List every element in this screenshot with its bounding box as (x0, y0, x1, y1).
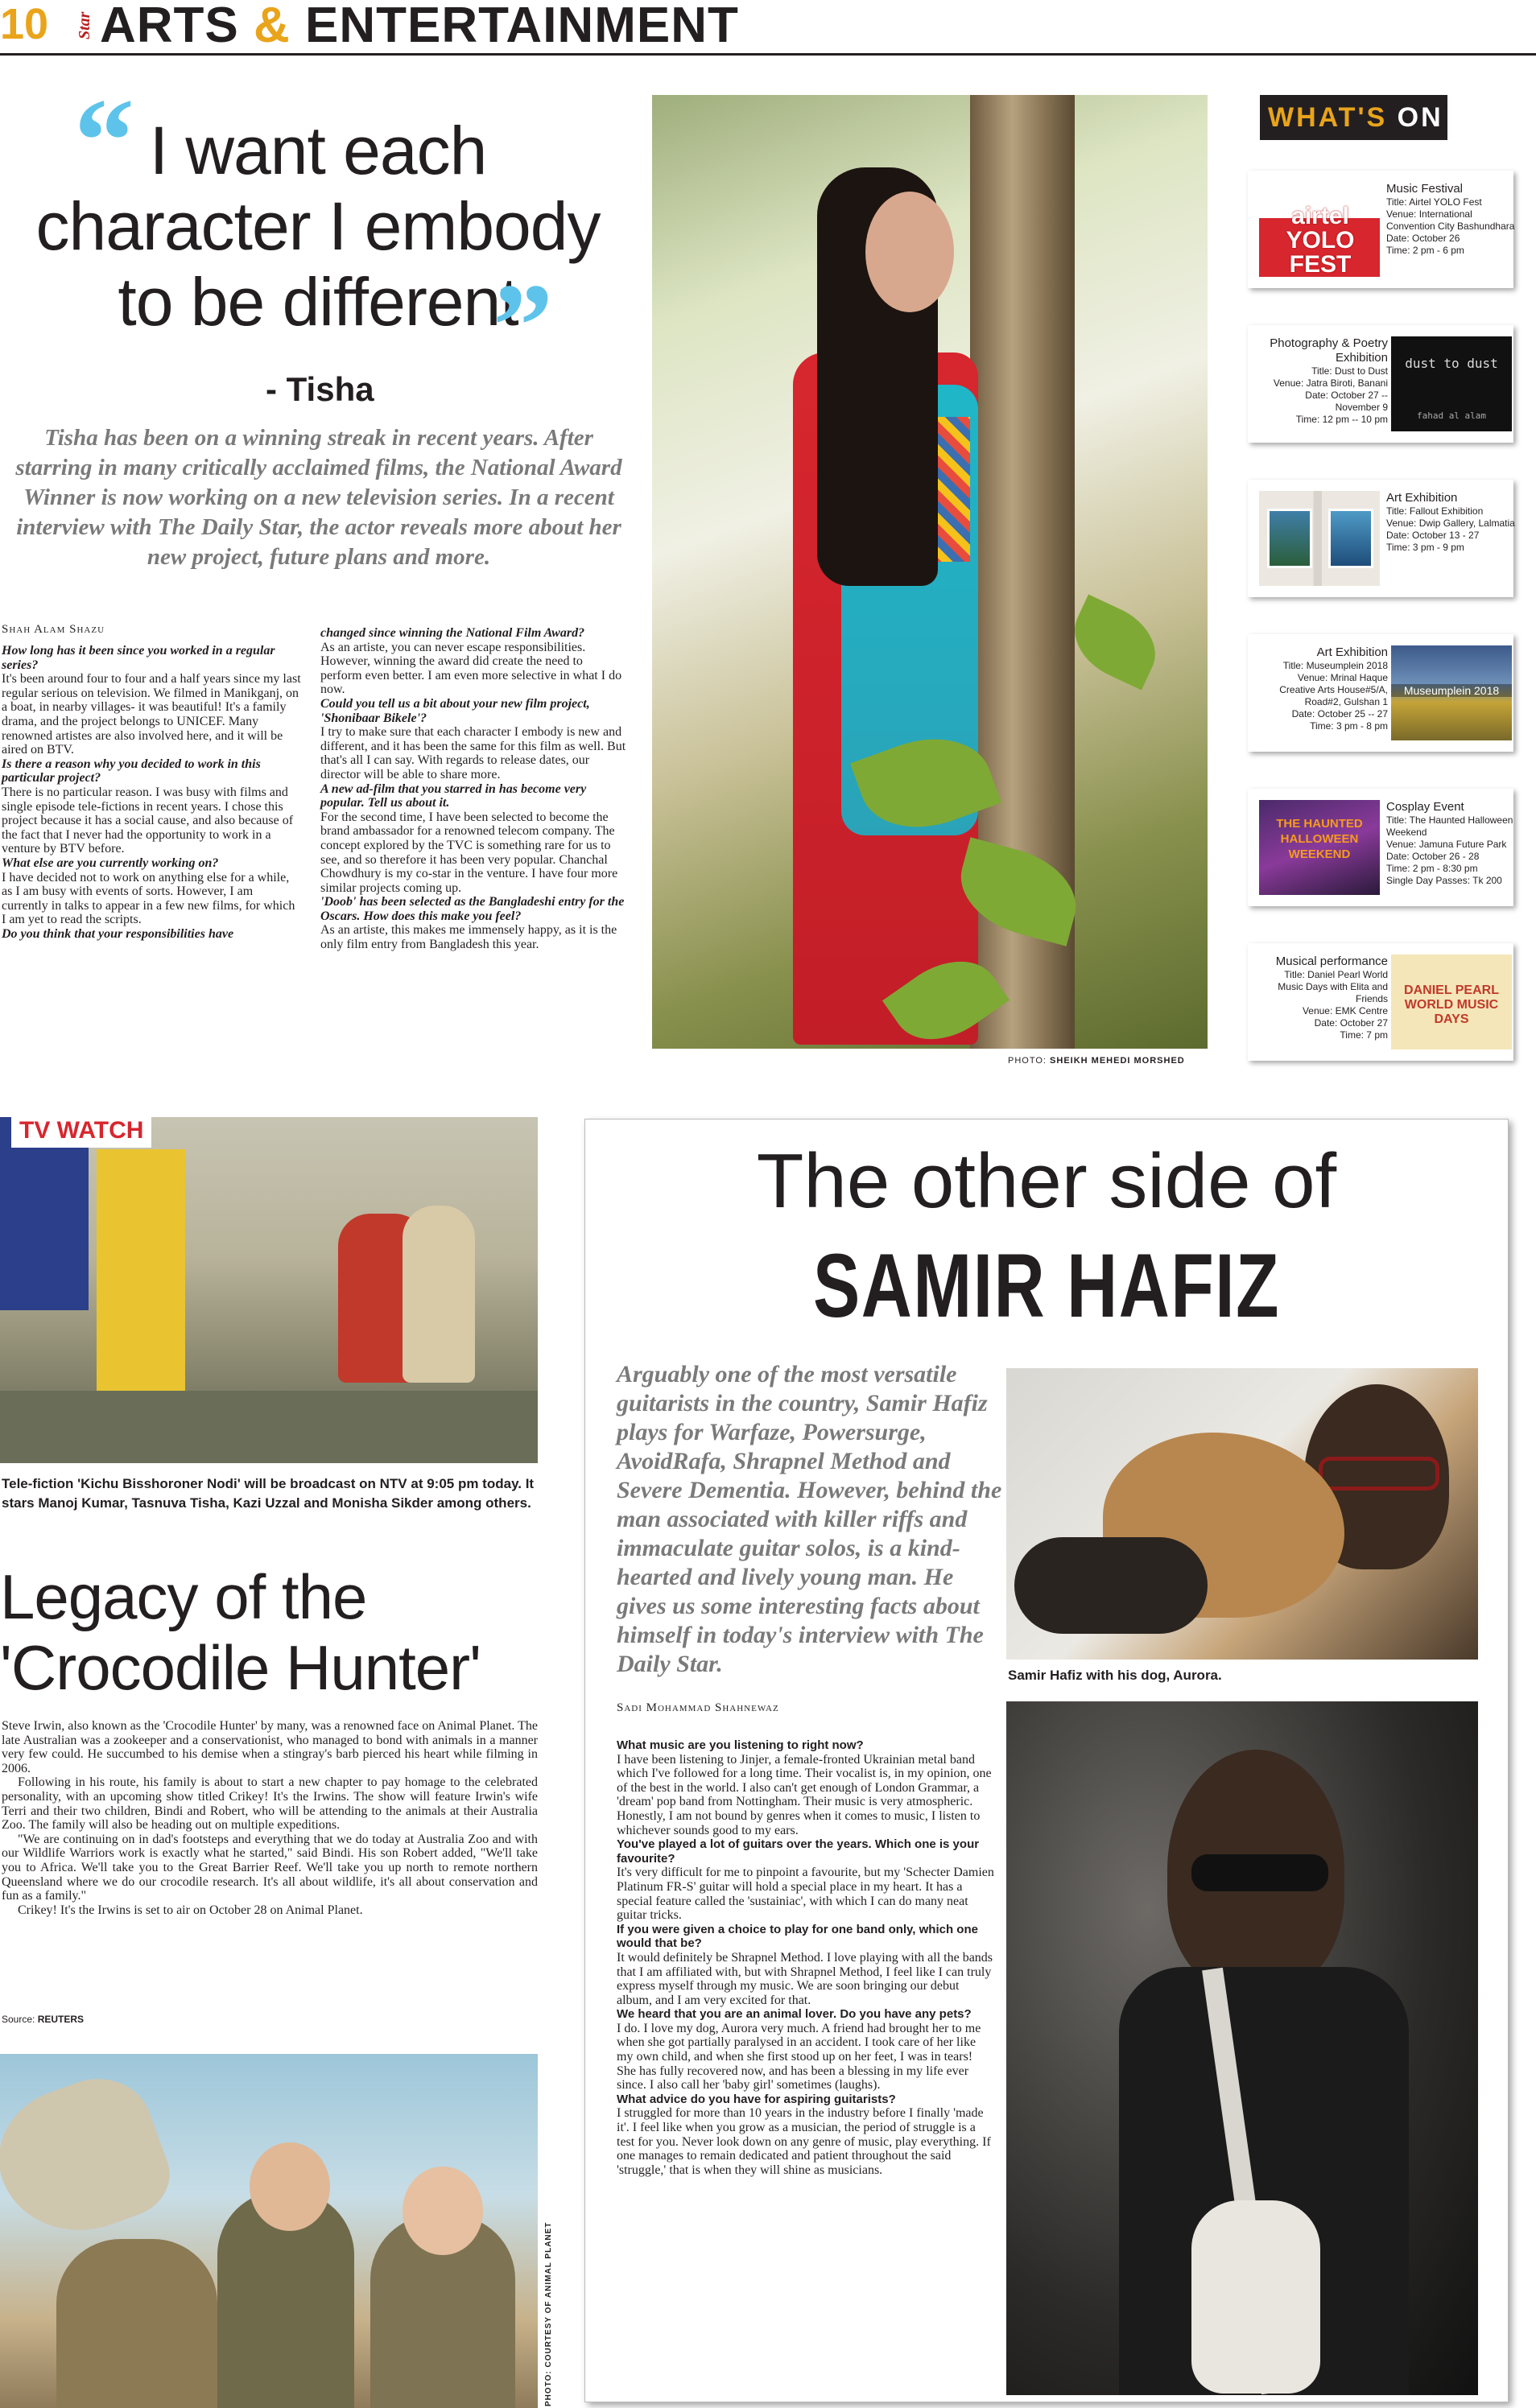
event-card[interactable] (1248, 325, 1513, 443)
event-line: Title: Fallout Exhibition (1386, 505, 1484, 517)
author-byline: Shah Alam Shazu (2, 623, 105, 636)
event-details (1386, 491, 1515, 554)
question: What advice do you have for aspiring guitarists? (617, 2092, 896, 2106)
photo-credit-name: SHEIKH MEHEDI MORSHED (1050, 1056, 1185, 1066)
event-line: Venue: Jatra Biroti, Banani (1273, 377, 1388, 389)
event-card[interactable] (1248, 789, 1513, 906)
event-title: Art Exhibition (1386, 491, 1458, 505)
answer: There is no particular reason. I was busy with films and single episode tele-fictions in recent years. I chose this project because it has a social cause, and also because of the fact that I never had the opportunity to work in a venture by BTV before. (2, 785, 294, 856)
event-line: Venue: Jamuna Future Park (1386, 839, 1507, 850)
event-details (1386, 182, 1515, 257)
event-title: Music Festival (1386, 182, 1464, 196)
event-line: Time: 2 pm - 8:30 pm (1386, 863, 1478, 874)
answer: I struggled for more than 10 years in the industry before I finally 'made it'. I feel like when you grow as a musician, the period of struggle is a test for you. Never look down on any genre of music, play everything. If one manages to remain dedicated and patient throughout the said 'struggle,' that is when they will shine as musicians. (617, 2106, 991, 2177)
event-card[interactable] (1248, 634, 1513, 752)
croc-paragraph: "We are continuing on in dad's footsteps and everything that we do today at Australia Zoo and with our Wildlife Warriors work is exactly what he started," said Bindi. His son Robert added, "We'll take you to Africa. We'll take you to the Great Barrier Reef. We'll take you up north to remote northern Queensland where we do our crocodile research. It's all about wildlife, it's all about conservation and fun as a family." (2, 1832, 538, 1903)
open-quote-icon: “ (74, 74, 134, 208)
answer: It would definitely be Shrapnel Method. I love playing with all the bands that I am affiliated with, but with Shrapnel Method, I feel like I can truly express myself through my music. We are soon bringing our debut album, and I am very excited for that. (617, 1950, 993, 2007)
photo-credit (1008, 1056, 1185, 1066)
whats-on-title-a: WHAT'S (1268, 102, 1388, 133)
event-line: Time: 3 pm - 9 pm (1386, 542, 1464, 553)
page-number: 10 (0, 0, 49, 48)
question: Could you tell us a bit about your new film project, 'Shonibaar Bikele'? (320, 696, 590, 725)
croc-source-label: Source: (2, 2014, 35, 2025)
croc-headline (0, 1561, 481, 1703)
event-thumb-text: dust to dust (1405, 356, 1498, 371)
samir-author-byline: Sadi Mohammad Shahnewaz (617, 1701, 779, 1714)
event-thumb-text: Museumplein 2018 (1391, 684, 1512, 697)
tisha-photo (652, 95, 1208, 1049)
event-card[interactable] (1248, 480, 1513, 597)
event-line: Date: October 27 -- November 9 (1305, 390, 1388, 413)
answer: As an artiste, you can never escape responsibilities. However, winning the award did create the need to perform even better. I am even more selective in what I do now. (320, 640, 622, 697)
event-line: Time: 2 pm - 6 pm (1386, 245, 1464, 256)
event-line: Time: 3 pm - 8 pm (1310, 720, 1388, 732)
event-line: Title: The Haunted Halloween Weekend (1386, 814, 1513, 838)
event-thumbnail (1259, 491, 1380, 586)
section-title-amp: & (254, 0, 291, 53)
event-thumbnail (1259, 182, 1380, 277)
samir-guitar-photo (1006, 1701, 1478, 2395)
event-thumbnail (1391, 336, 1512, 431)
face (865, 192, 954, 312)
event-line: Date: October 26 (1386, 233, 1460, 244)
question: changed since winning the National Film Award? (320, 626, 585, 640)
answer: As an artiste, this makes me immensely happy, as it is the only film entry from Bangladesh this year. (320, 923, 617, 952)
event-thumb-text: THE HAUNTED HALLOWEEN WEEKEND (1276, 817, 1363, 861)
event-thumb-text: airtel YOLO FEST (1286, 203, 1355, 277)
question: If you were given a choice to play for one band only, which one would that be? (617, 1922, 978, 1951)
croc-photo-credit: PHOTO: COURTESY OF ANIMAL PLANET (544, 2221, 553, 2406)
samir-headline-line2: SAMIR HAFIZ (812, 1235, 1281, 1336)
question: What music are you listening to right now? (617, 1738, 864, 1752)
event-line: Title: Dust to Dust (1311, 365, 1388, 377)
event-thumbnail (1391, 645, 1512, 740)
croc-paragraph: Following in his route, his family is about to start a new chapter to pay homage to the celebrated personality, with an upcoming show titled Crikey! It's the Irwins. The show will feature Irwin's wife Terri and their two children, Bindi and Robert, who will be attending to the animals at their Australia Zoo. The family will also be heading out on multiple expeditions. (2, 1775, 538, 1833)
question: You've played a lot of guitars over the years. Which one is your favourite? (617, 1837, 980, 1866)
event-thumbnail (1391, 955, 1512, 1049)
event-line: Time: 7 pm (1340, 1029, 1388, 1041)
croc-headline-line2: 'Crocodile Hunter' (0, 1632, 481, 1703)
croc-source-name: REUTERS (37, 2014, 85, 2025)
article-column-1 (2, 644, 301, 941)
tisha-figure (793, 143, 986, 1045)
event-details (1259, 955, 1388, 1041)
event-line: Date: October 13 - 27 (1386, 530, 1480, 541)
event-line: Venue: Dwip Gallery, Lalmatia (1386, 517, 1515, 529)
photo-credit-label: PHOTO: (1008, 1056, 1047, 1066)
answer: I do. I love my dog, Aurora very much. A friend had brought her to me when she got partially paralysed in an accident. I took care of her like my own child, and when she first stood up on her feet, I was in tears! She has fully recovered now, and has been a blessing in my life ever since. I also call her 'baby girl' sometimes (laughs). (617, 2021, 981, 2093)
tv-watch-label: TV WATCH (11, 1114, 151, 1148)
event-line: Date: October 27 (1314, 1017, 1388, 1029)
croc-paragraph: Steve Irwin, also known as the 'Crocodile Hunter' by many, was a renowned face on Animal Planet. The late Australian was a zookeeper and a conservationist, who managed to bond with animals in a manner very few could. He succumbed to his demise when a stingray's barb pierced his heart while filming in 2006. (2, 1719, 538, 1775)
event-details (1259, 336, 1388, 426)
event-line: Date: October 26 - 28 (1386, 851, 1480, 862)
event-line: Venue: International Convention City Bashundhara (1386, 208, 1515, 232)
tv-watch-caption: Tele-fiction 'Kichu Bisshoroner Nodi' will be broadcast on NTV at 9:05 pm today. It stars Manoj Kumar, Tasnuva Tisha, Kazi Uzzal and Monisha Sikder among others. (2, 1476, 535, 1511)
whats-on-header (1260, 95, 1447, 140)
irwin-family-photo (0, 2054, 538, 2408)
croc-body (2, 1719, 538, 1917)
event-line: Single Day Passes: Tk 200 (1386, 875, 1502, 886)
event-card[interactable] (1248, 171, 1513, 288)
event-line: Venue: Mrinal Haque Creative Arts House#5/A, Road#2, Gulshan 1 (1279, 672, 1388, 707)
question: We heard that you are an animal lover. Do you have any pets? (617, 2007, 972, 2022)
question: A new ad-film that you starred in has become very popular. Tell us about it. (320, 781, 587, 810)
answer: It's been around four to four and a half years since my last regular serious on television. We filmed in Manikganj, on a boat, in nearby villages- it was beautiful! It's a family drama, and the project belongs to UNICEF. Many renowned artistes are also involved here, and it will be aired on BTV. (2, 672, 301, 757)
answer: It's very difficult for me to pinpoint a favourite, but my 'Schecter Damien Platinum FR-S' guitar will hold a special place in my heart. It has a special feature called the 'sustainiac', with which I can do many neat guitar tricks. (617, 1866, 994, 1923)
event-line: Venue: EMK Centre (1302, 1005, 1388, 1016)
event-title: Musical performance (1275, 955, 1388, 968)
answer: I have been listening to Jinjer, a female-fronted Ukrainian metal band which I've followed for a long time. Their vocalist is, in my opinion, one of the best in the world. I also can't get enough of London Grammar, a 'dream' pop band from Nottingham. Their music is very atmospheric. Honestly, I am not bound by genres when it comes to music, I listen to whichever sounds good to my ears. (617, 1752, 992, 1837)
section-title (100, 0, 739, 52)
close-quote-icon: ” (493, 259, 553, 393)
star-logo: Star (76, 11, 93, 40)
croc-paragraph: Crikey! It's the Irwins is set to air on October 28 on Animal Planet. (18, 1903, 363, 1917)
event-line: Title: Museumplein 2018 (1282, 660, 1388, 671)
answer: I try to make sure that each character I embody is new and different, and it has been the same for this film as well. But that's all I can say. With regards to release dates, our director will be able to share more. (320, 725, 626, 781)
whats-on-title-b: ON (1397, 102, 1443, 133)
event-line: Time: 12 pm -- 10 pm (1295, 414, 1388, 425)
question: Is there a reason why you decided to work in this particular project? (2, 757, 261, 785)
tv-watch-photo (0, 1117, 538, 1463)
event-title: Cosplay Event (1386, 800, 1464, 814)
event-thumb-sub: fahad al alam (1416, 410, 1487, 421)
samir-headline-line1: The other side of (756, 1138, 1337, 1224)
event-line: Title: Airtel YOLO Fest (1386, 196, 1482, 208)
event-line: Title: Daniel Pearl World Music Days with Elita and Friends (1278, 969, 1388, 1004)
croc-headline-line1: Legacy of the (0, 1561, 367, 1632)
question: How long has it been since you worked in a regular series? (2, 644, 275, 672)
event-details (1386, 800, 1515, 887)
samir-photo-caption: Samir Hafiz with his dog, Aurora. (1008, 1668, 1222, 1683)
croc-source (2, 2014, 84, 2025)
samir-qa-body (617, 1738, 995, 2177)
event-thumbnail (1259, 800, 1380, 895)
question: 'Doob' has been selected as the Bangladeshi entry for the Oscars. How does this make you feel? (320, 895, 625, 923)
article-intro: Tisha has been on a winning streak in recent years. After starring in many critically acclaimed films, the National Award Winner is now working on a new television series. In a recent interview with The Daily Star, the actor reveals more about her new project, future plans and more. (15, 425, 622, 570)
question: What else are you currently working on? (2, 856, 219, 870)
event-line: Date: October 25 -- 27 (1291, 708, 1388, 720)
event-title: Art Exhibition (1316, 645, 1388, 659)
header-rule (0, 53, 1536, 56)
event-thumb-text: DANIEL PEARL WORLD MUSIC DAYS (1404, 983, 1499, 1026)
pull-quote: I want each character I embody to be different (35, 113, 601, 340)
answer: I have decided not to work on anything else for a while, as I am busy with events of sorts. However, I am currently in talks to appear in a few new films, for which I am yet to read the scripts. (2, 870, 295, 927)
event-title: Photography & Poetry Exhibition (1270, 336, 1388, 365)
event-details (1259, 645, 1388, 732)
event-card[interactable] (1248, 943, 1513, 1061)
answer: For the second time, I have been selected to become the brand ambassador for a renowned telecom company. The concept explored by the TVC is something rare for us to see, and so therefore it has been very popular. Chanchal Chowdhury is my co-star in the venture. I have four more similar projects coming up. (320, 810, 618, 895)
question: Do you think that your responsibilities have (2, 926, 234, 941)
section-title-arts: ARTS (100, 0, 239, 53)
section-title-entertainment: ENTERTAINMENT (305, 0, 739, 53)
quote-byline: - Tisha (266, 370, 374, 408)
samir-intro: Arguably one of the most versatile guitarists in the country, Samir Hafiz plays for Warfaze, Powersurge, AvoidRafa, Shrapnel Method and Severe Dementia. However, behind the man associated with killer riffs and immaculate guitar solos, is a kind-hearted and lively young man. He gives us some interesting facts about himself in today's interview with The Daily Star. (617, 1361, 1002, 1677)
article-column-2 (320, 626, 626, 952)
samir-with-dog-photo (1006, 1368, 1478, 1660)
leaf (1061, 595, 1169, 691)
